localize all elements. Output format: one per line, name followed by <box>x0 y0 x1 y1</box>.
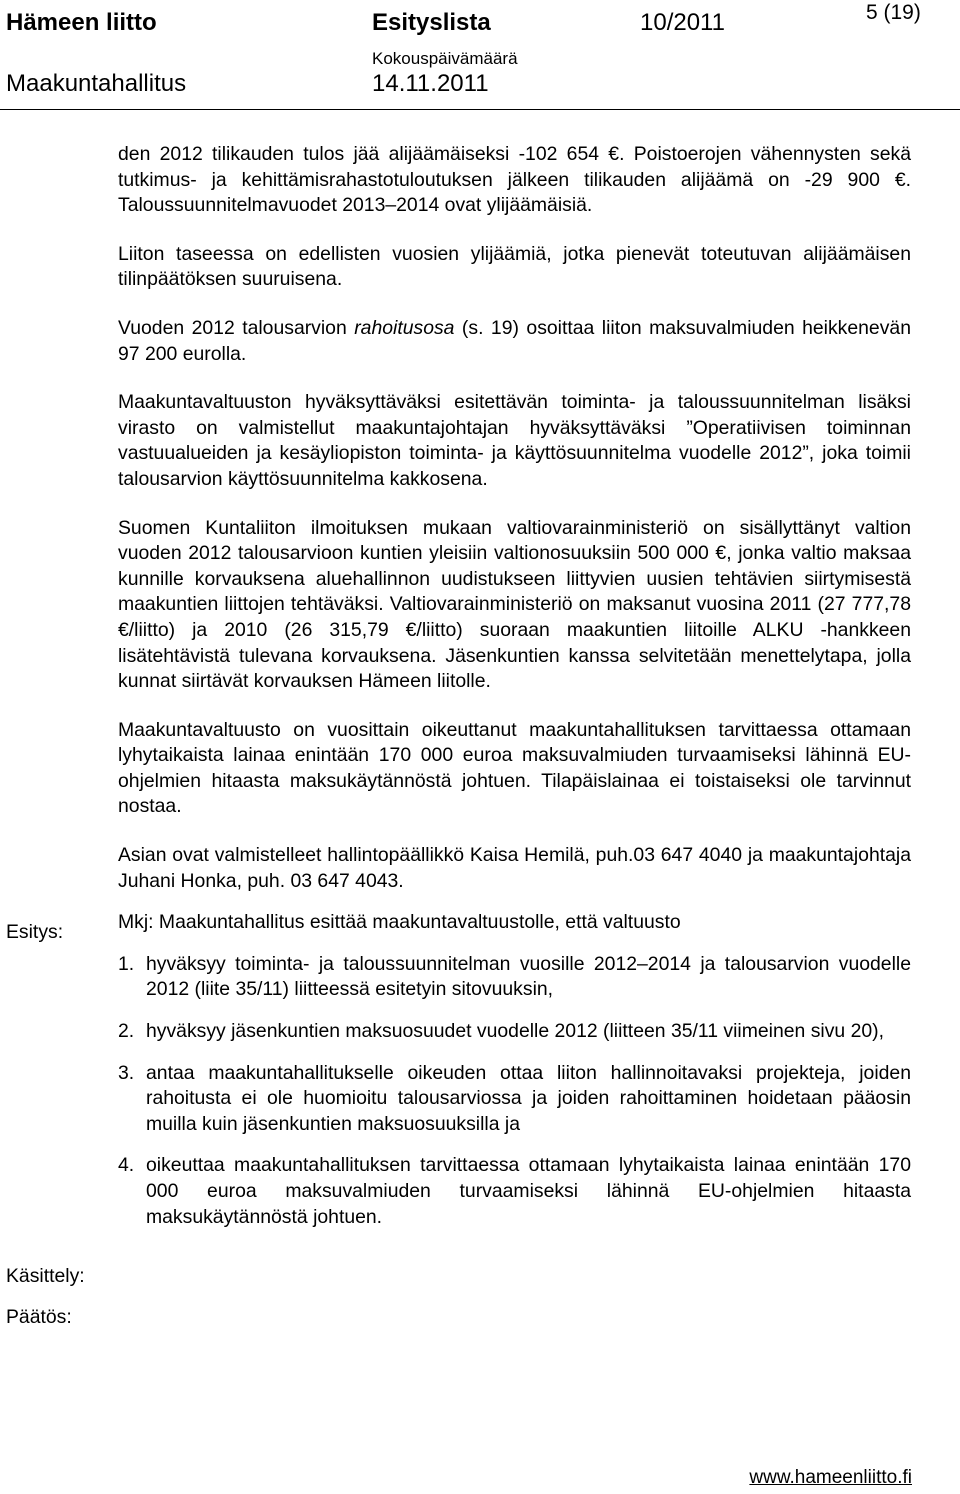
paragraph-loan: Maakuntavaltuusto on vuosittain oikeuttanut maakuntahallituksen tarvittaessa ottamaan lyhytaikaista lainaa enintään 170 000 euroa maksuvalmiuden turvaamiseksi lähinnä EU-ohjelmien hitaasta maksukäytännöstä johtuen. Tilapäislainaa ei toistaiseksi ole tarvinnut nostaa. <box>118 718 911 818</box>
paragraph-result: den 2012 tilikauden tulos jää alijäämäiseksi -102 654 €. Poistoerojen vähennysten sekä tutkimus- ja kehittämisrahastotuloutuksen jälkeen tilikauden alijäämä on -29 900 €. Taloussuunnitelmavuodet 2013–2014 ovat ylijäämäisiä. <box>118 143 911 217</box>
paragraph-preparers: Asian ovat valmistelleet hallintopäällikkö Kaisa Hemilä, puh.03 647 4040 ja maakuntajohtaja Juhani Honka, puh. 03 647 4043. <box>118 844 911 892</box>
list-item <box>118 952 911 1003</box>
handling-label: Käsittely: <box>6 1265 85 1287</box>
item-number: 4. <box>118 1154 135 1177</box>
meeting-date-label: Kokouspäivämäärä <box>372 49 518 68</box>
item-number: 2. <box>118 1020 135 1043</box>
item-text: antaa maakuntahallitukselle oikeuden ottaa liiton hallinnoitavaksi projekteja, joiden rahoitusta ei ole huomioitu talousarviossa ja joiden rahoittaminen hoidetaan pääosin muilla kuin jäsenkuntien maksuosuuksilla ja <box>146 1061 911 1135</box>
meeting-date: 14.11.2011 <box>372 70 489 97</box>
organization-name: Hämeen liitto <box>6 9 157 36</box>
proposal-label: Esitys: <box>6 921 64 943</box>
paragraph-balance: Liiton taseessa on edellisten vuosien ylijäämiä, jotka pienevät toteutuvan alijäämäisen tilinpäätöksen suuruisena. <box>118 242 911 291</box>
governing-body: Maakuntahallitus <box>6 70 187 97</box>
decision-label: Päätös: <box>6 1306 72 1328</box>
financing-text-after: (s. 19) osoittaa liiton maksuvalmiuden heikkenevän 97 200 eurolla. <box>118 316 911 365</box>
proposal-list <box>118 952 911 1230</box>
document-number: 10/2011 <box>640 9 725 36</box>
list-item <box>118 1019 911 1045</box>
item-number: 1. <box>118 952 135 975</box>
proposal-intro: Mkj: Maakuntahallitus esittää maakuntavaltuustolle, että valtuusto <box>118 911 681 934</box>
financing-text-before: Vuoden 2012 talousarvion <box>118 316 355 339</box>
website-link[interactable]: www.hameenliitto.fi <box>749 1467 912 1488</box>
header-divider <box>0 109 960 110</box>
item-text: hyväksyy jäsenkuntien maksuosuudet vuodelle 2012 (liitteen 35/11 viimeinen sivu 20), <box>146 1020 884 1043</box>
item-text: oikeuttaa maakuntahallituksen tarvittaessa ottamaan lyhytaikaista lainaa enintään 170 000 euroa maksuvalmiuden turvaamiseksi lähinnä EU-ohjelmien hitaasta maksukäytännöstä johtuen. <box>146 1154 911 1228</box>
list-item <box>118 1153 911 1230</box>
paragraph-state-funding: Suomen Kuntaliiton ilmoituksen mukaan valtiovarainministeriö on sisällyttänyt valtion vuoden 2012 talousarvioon kuntien yleisiin valtionosuuksiin 500 000 €, jonka valtio maksaa kunnille korvauksena aluehallinnon uudistukseen liittyvien uusien tehtävien siirtymisestä maakuntien liittojen tehtäväksi. Valtiovarainministeriö on maksanut vuosina 2011 (27 777,78 €/liitto) ja 2010 (26 315,79 €/liitto) suoraan maakuntien liitoille ALKU -hankkeen lisätehtävistä tulevana korvauksena. Jäsenkuntien kanssa selvitetään menettelytapa, jolla kunnat siirtävät korvauksen Hämeen liitolle. <box>118 516 911 693</box>
page-number: 5 (19) <box>866 1 921 24</box>
financing-emphasis: rahoitusosa <box>354 316 455 339</box>
document-type: Esityslista <box>372 9 491 36</box>
paragraph-operational-plan: Maakuntavaltuuston hyväksyttäväksi esitettävän toiminta- ja taloussuunnitelman lisäksi virasto on valmistellut maakuntajohtajan hyväksyttäväksi ”Operatiivisen toiminnan vastuualueiden ja kesäyliopiston toiminta- ja käyttösuunnitelma vuodelle 2012”, joka toimii talousarvion käyttösuunnitelma kakkosena. <box>118 391 911 490</box>
document-body <box>118 142 911 1230</box>
item-text: hyväksyy toiminta- ja taloussuunnitelman vuosille 2012–2014 ja talousarvion vuodelle 2012 (liite 35/11) liitteessä esitetyin sitovuuksin, <box>146 952 911 1001</box>
paragraph-financing <box>118 316 911 367</box>
list-item <box>118 1061 911 1138</box>
item-number: 3. <box>118 1061 135 1084</box>
